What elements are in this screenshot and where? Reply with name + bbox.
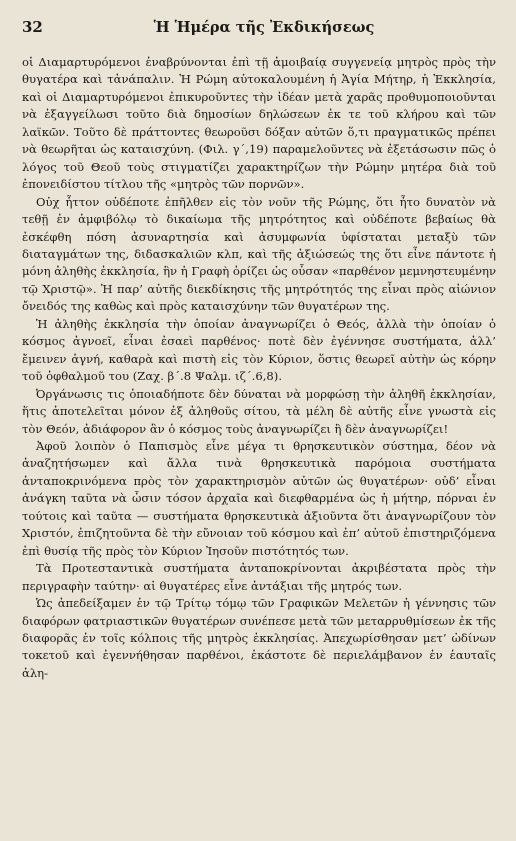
paragraph: Ὀργάνωσις τις ὁποιαδήποτε δὲν δύναται νὰ μορφώσῃ τὴν ἀληθῆ ἐκκλησίαν, ἥτις ἀποτελεῖται μόνον ἐξ ἀληθοῦς σίτου, τὰ μέλη δὲ αὐτῆς εἶνε γνωστὰ εἰς τὸν Θεόν, ἀδιάφορον ἂν ὁ κόσμος τοὺς ἀναγνωρίζει ἢ δὲν ἀναγνωρίζει! bbox=[22, 386, 496, 436]
paragraph: Ἀφοῦ λοιπὸν ὁ Παπισμὸς εἶνε μέγα τι θρησκευτικὸν σύστημα, δέον νὰ ἀναζητήσωμεν καὶ ἄλλα τινὰ θρησκευτικὰ παρόμοια συστήματα ἀνταποκρινόμενα πρὸς τὸν χαρακτηρισμὸν αὐτῶν ὡς θυγατέρων· οὐδ’ εἶναι ἀνάγκη ταῦτα νὰ ὦσιν τόσον ἀρχαῖα καὶ διεφθαρμένα ὡς ἡ μήτηρ, πόρναι ἐν τούτοις καὶ ταῦτα — συστήματα θρησκευτικὰ ἀξιοῦντα ὅτι ἀναγνωρίζουν τὸν Χριστόν, ἐπιζητοῦντα δὲ τὴν εὔνοιαν τοῦ κόσμου καὶ ἐπ’ αὐτοῦ ἐπιστηριζόμενα ἐπὶ θυσίᾳ τῆς πρὸς τὸν Κύριον Ἰησοῦν πιστότητός των. bbox=[22, 438, 496, 558]
paragraph: οἱ Διαμαρτυρόμενοι ἐναβρύνονται ἐπὶ τῇ ἀμοιβαίᾳ συγγενείᾳ μητρὸς πρὸς τὴν θυγατέρα καὶ τἀνάπαλιν. Ἡ Ρώμη αὐτοκαλουμένη ἡ Ἁγία Μήτηρ, ἡ Ἐκκλησία, καὶ οἱ Διαμαρτυρόμενοι ἐπικυροῦντες τὴν ἰδέαν μετὰ χαρᾶς προθυμοποιοῦνται νὰ ἐξαγγείλωσι τοῦτο διὰ δημοσίων δηλώσεων ἐκ τε τοῦ κλήρου καὶ τῶν λαϊκῶν. Τοῦτο δὲ πράττοντες θεωροῦσι δόξαν αὐτῶν ὅ,τι πραγματικῶς πρέπει νὰ θεωρῆται ὡς καταισχύνη. (Φιλ. γ΄,19) παραμελοῦντες νὰ ἐξετάσωσιν πῶς ὁ λόγος τοῦ Θεοῦ τοὺς στιγματίζει χαρακτηρίζων τὴν Ρώμην μητέρα διὰ τοῦ ἐπονειδίστου τίτλου τῆς «μητρὸς τῶν πορνῶν». bbox=[22, 55, 496, 192]
paragraph: Ὡς ἀπεδείξαμεν ἐν τῷ Τρίτῳ τόμῳ τῶν Γραφικῶν Μελετῶν ἡ γέννησις τῶν διαφόρων φατριαστικῶν θυγατέρων συνέπεσε μετὰ τῶν μεταρρυθμίσεων ἐκ τῆς διαφορᾶς ἐν τοῖς κόλποις τῆς μητρὸς ἐκκλησίας. Ἀπεχωρίσθησαν μετ’ ὠδίνων τοκετοῦ καὶ ἐγεννήθησαν παρθένοι, ἑκάστοτε δὲ περιελάμβανον ἐν ἑαυταῖς ἀλη- bbox=[22, 596, 496, 680]
paragraph: Ἡ ἀληθὴς ἐκκλησία τὴν ὁποίαν ἀναγνωρίζει ὁ Θεός, ἀλλὰ τὴν ὁποίαν ὁ κόσμος ἀγνοεῖ, εἶναι ἐσαεὶ παρθένος· ποτὲ δὲν ἐγέννησε συστήματα, ἀλλ’ ἔμεινεν ἁγνή, καθαρὰ καὶ πιστὴ εἰς τὸν Κύριον, ὅστις θεωρεῖ αὐτὴν ὡς κόρην τοῦ ὀφθαλμοῦ του (Ζαχ. β΄.8 Ψαλμ. ιζ΄.6,8). bbox=[22, 316, 496, 384]
body-text bbox=[22, 54, 496, 682]
page-header bbox=[22, 18, 496, 44]
paragraph: Τὰ Προτεσταντικὰ συστήματα ἀνταποκρίνονται ἀκριβέστατα πρὸς τὴν περιγραφὴν ταύτην· αἱ θυγατέρες εἶνε ἀντάξιαι τῆς μητρός των. bbox=[22, 561, 496, 593]
paragraph: Οὐχ ἧττον οὐδέποτε ἐπῆλθεν εἰς τὸν νοῦν τῆς Ρώμης, ὅτι ἦτο δυνατὸν νὰ τεθῇ ἐν ἀμφιβόλῳ τὸ δικαίωμα τῆς μητρότητος καὶ οὐδέποτε βεβαίως θὰ ἐσκέφθη πόση ἀσυναρτησία καὶ ἀσυμφωνία ὑφίσταται μεταξὺ τῶν διαταγμάτων της, διδασκαλιῶν κλπ, καὶ τῆς ἀξιώσεώς της ὅτι εἶνε πάντοτε ἡ μόνη ἀληθὴς ἐκκλησία, ἣν ἡ Γραφὴ ὁρίζει ὡς οὖσαν «παρθένον μεμνηστευμένην τῷ Χριστῷ». Ἡ παρ’ αὐτῆς διεκδίκησις τῆς μητρότητός της εἶναι πρὸς αἰώνιον ὄνειδός της καθὼς καὶ πρὸς καταισχύνην τῶν θυγατέρων της. bbox=[22, 194, 496, 314]
page-number: 32 bbox=[22, 18, 43, 36]
running-title: Ἡ Ἡμέρα τῆς Ἐκδικήσεως bbox=[153, 19, 375, 36]
